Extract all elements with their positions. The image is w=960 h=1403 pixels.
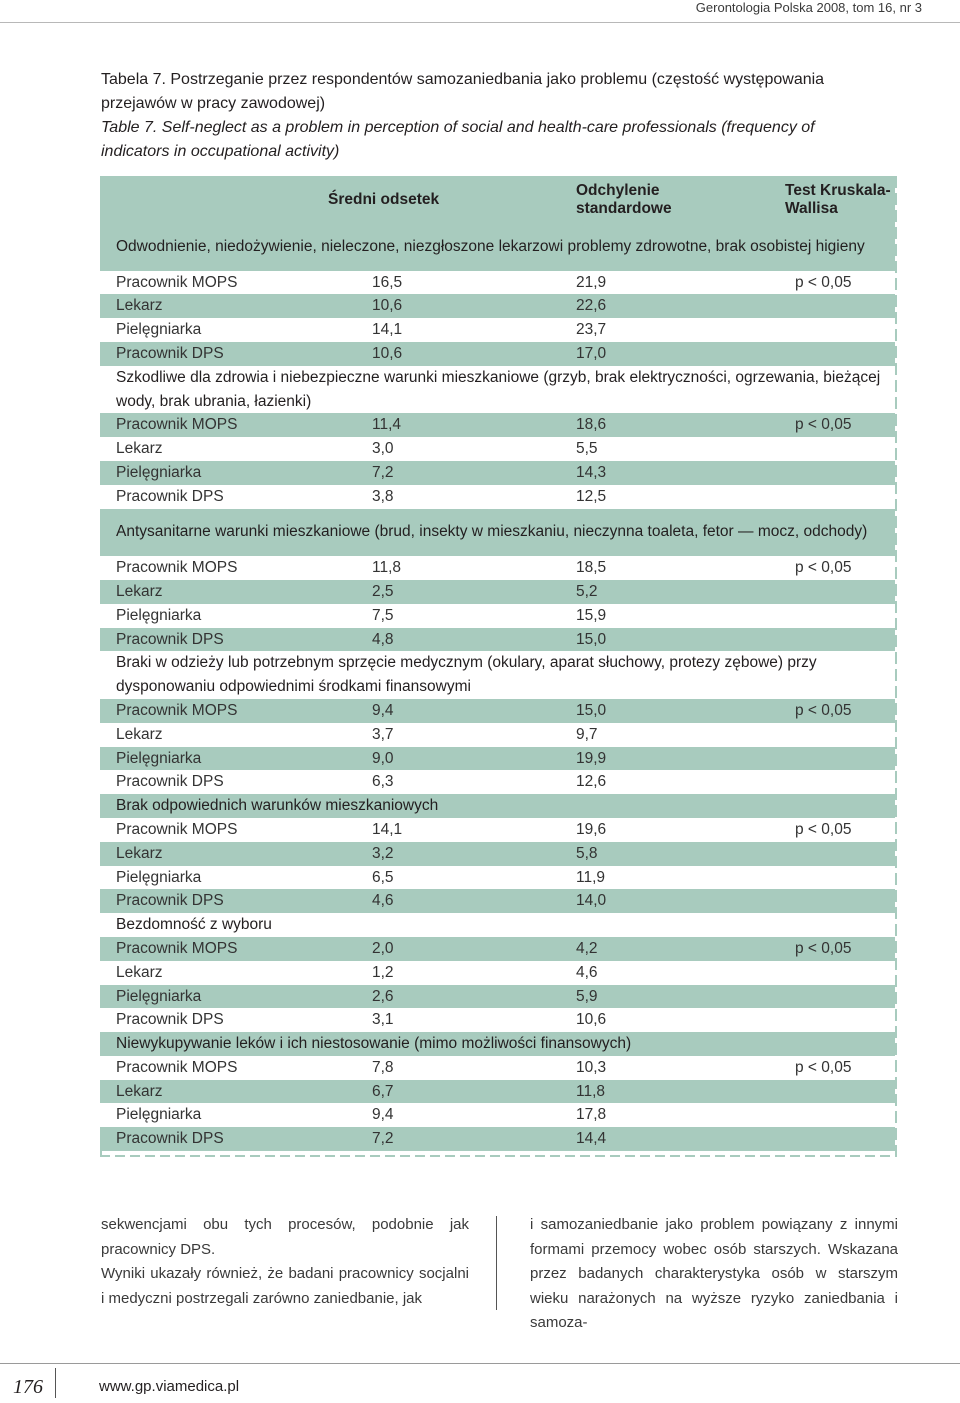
mean-value: 10,6 [360, 294, 538, 318]
category-row [100, 1032, 897, 1056]
mean-value: 2,0 [360, 937, 538, 961]
sd-value: 11,8 [538, 1080, 720, 1104]
sd-value: 12,5 [538, 485, 720, 509]
row-label: Lekarz [100, 580, 360, 604]
test-value [720, 1080, 897, 1104]
table-row [100, 628, 897, 652]
category-label: Odwodnienie, niedożywienie, nieleczone, niezgłoszone lekarzowi problemy zdrowotne, brak osobistej higieny [100, 223, 897, 271]
row-label: Pielęgniarka [100, 461, 360, 485]
header-kruskal-wallis: Test Kruskala-Wallisa [720, 176, 897, 223]
mean-value: 7,2 [360, 1127, 538, 1151]
body-column-left [101, 1213, 469, 1311]
header-sd: Odchylenie standardowe [538, 176, 720, 223]
test-value [720, 294, 897, 318]
row-label: Lekarz [100, 294, 360, 318]
row-label: Lekarz [100, 842, 360, 866]
table-row [100, 485, 897, 509]
mean-value: 16,5 [360, 271, 538, 295]
row-label: Pracownik MOPS [100, 1056, 360, 1080]
table-row [100, 985, 897, 1009]
table-row [100, 889, 897, 913]
mean-value: 10,6 [360, 342, 538, 366]
body-paragraph: Wyniki ukazały również, że badani pracownicy socjalni i medyczni postrzegali zarówno zaniedbanie, jak [101, 1265, 469, 1307]
sd-value: 9,7 [538, 723, 720, 747]
table-row [100, 937, 897, 961]
test-value: p < 0,05 [720, 413, 897, 437]
sd-value: 5,8 [538, 842, 720, 866]
sd-value: 17,0 [538, 342, 720, 366]
mean-value: 9,4 [360, 1103, 538, 1127]
table-row [100, 842, 897, 866]
table-row [100, 866, 897, 890]
row-label: Pracownik DPS [100, 342, 360, 366]
row-label: Pracownik MOPS [100, 937, 360, 961]
mean-value: 7,8 [360, 1056, 538, 1080]
sd-value: 11,9 [538, 866, 720, 890]
test-value [720, 461, 897, 485]
mean-value: 9,4 [360, 699, 538, 723]
mean-value: 3,2 [360, 842, 538, 866]
sd-value: 19,9 [538, 747, 720, 771]
mean-value: 3,1 [360, 1008, 538, 1032]
website-link[interactable]: www.gp.viamedica.pl [99, 1378, 240, 1395]
test-value [720, 318, 897, 342]
sd-value: 18,5 [538, 556, 720, 580]
sd-value: 5,5 [538, 437, 720, 461]
table-row [100, 1103, 897, 1127]
row-label: Pracownik MOPS [100, 413, 360, 437]
table-row [100, 699, 897, 723]
sd-value: 5,9 [538, 985, 720, 1009]
test-value: p < 0,05 [720, 699, 897, 723]
test-value [720, 747, 897, 771]
table-row [100, 556, 897, 580]
row-label: Pracownik DPS [100, 628, 360, 652]
footer-rule [0, 1363, 960, 1364]
category-row [100, 509, 897, 557]
row-label: Lekarz [100, 723, 360, 747]
header-mean: Średni odsetek [360, 176, 538, 223]
test-value: p < 0,05 [720, 556, 897, 580]
mean-value: 7,2 [360, 461, 538, 485]
test-value: p < 0,05 [720, 937, 897, 961]
category-label: Antysanitarne warunki mieszkaniowe (brud, insekty w mieszkaniu, nieczynna toaleta, fetor — mocz, odchody) [100, 509, 897, 557]
table-row [100, 604, 897, 628]
category-label: Bezdomność z wyboru [100, 913, 897, 937]
test-value [720, 1008, 897, 1032]
category-row [100, 366, 897, 414]
test-value [720, 628, 897, 652]
row-label: Pielęgniarka [100, 747, 360, 771]
row-label: Pielęgniarka [100, 866, 360, 890]
table-row [100, 818, 897, 842]
sd-value: 21,9 [538, 271, 720, 295]
mean-value: 11,4 [360, 413, 538, 437]
category-row [100, 794, 897, 818]
body-paragraph: i samozaniedbanie jako problem powiązany z innymi formami przemocy wobec osób starszych. Wskazana przez badanych charakterystyka osób w starszym wieku narażonych na wyższe ryzyko zaniedbania i samoza- [530, 1216, 898, 1331]
row-label: Pielęgniarka [100, 318, 360, 342]
table-row [100, 747, 897, 771]
mean-value: 6,3 [360, 770, 538, 794]
category-label: Niewykupywanie leków i ich niestosowanie (mimo możliwości finansowych) [100, 1032, 897, 1056]
table-body [100, 223, 897, 1151]
body-paragraph: sekwencjami obu tych procesów, podobnie jak pracownicy DPS. [101, 1216, 469, 1258]
mean-value: 9,0 [360, 747, 538, 771]
sd-value: 5,2 [538, 580, 720, 604]
test-value [720, 485, 897, 509]
table-row [100, 723, 897, 747]
table-row [100, 580, 897, 604]
sd-value: 4,6 [538, 961, 720, 985]
table-row [100, 770, 897, 794]
category-label: Brak odpowiednich warunków mieszkaniowych [100, 794, 897, 818]
running-header: Gerontologia Polska 2008, tom 16, nr 3 [695, 0, 922, 15]
row-label: Lekarz [100, 437, 360, 461]
category-label: Braki w odzieży lub potrzebnym sprzęcie medycznym (okulary, aparat słuchowy, protezy zębowe) przy dysponowaniu odpowiednimi środkami finansowymi [100, 651, 897, 699]
mean-value: 2,6 [360, 985, 538, 1009]
sd-value: 4,2 [538, 937, 720, 961]
sd-value: 10,6 [538, 1008, 720, 1032]
test-value [720, 604, 897, 628]
test-value [720, 889, 897, 913]
sd-value: 22,6 [538, 294, 720, 318]
header-empty [100, 176, 360, 223]
column-divider [496, 1216, 497, 1310]
category-row [100, 223, 897, 271]
sd-value: 14,4 [538, 1127, 720, 1151]
category-label: Szkodliwe dla zdrowia i niebezpieczne warunki mieszkaniowe (grzyb, brak elektryczności, ogrzewania, bieżącej wody, brak ubrania, łazienki) [100, 366, 897, 414]
test-value: p < 0,05 [720, 1056, 897, 1080]
test-value: p < 0,05 [720, 818, 897, 842]
table-row [100, 271, 897, 295]
test-value [720, 770, 897, 794]
mean-value: 11,8 [360, 556, 538, 580]
category-row [100, 651, 897, 699]
test-value [720, 842, 897, 866]
row-label: Pracownik DPS [100, 1127, 360, 1151]
sd-value: 15,0 [538, 628, 720, 652]
test-value [720, 342, 897, 366]
sd-value: 15,0 [538, 699, 720, 723]
page-number: 176 [13, 1376, 43, 1398]
row-label: Pracownik MOPS [100, 699, 360, 723]
mean-value: 1,2 [360, 961, 538, 985]
sd-value: 18,6 [538, 413, 720, 437]
row-label: Pielęgniarka [100, 604, 360, 628]
sd-value: 14,0 [538, 889, 720, 913]
table-row [100, 961, 897, 985]
test-value [720, 580, 897, 604]
row-label: Pielęgniarka [100, 985, 360, 1009]
row-label: Pracownik MOPS [100, 818, 360, 842]
sd-value: 23,7 [538, 318, 720, 342]
mean-value: 3,8 [360, 485, 538, 509]
header-rule [0, 22, 960, 23]
page-number-divider [55, 1368, 56, 1398]
table-container [100, 176, 897, 1157]
mean-value: 3,0 [360, 437, 538, 461]
table-row [100, 1127, 897, 1151]
test-value [720, 437, 897, 461]
table-row [100, 413, 897, 437]
results-table [100, 176, 897, 1151]
sd-value: 17,8 [538, 1103, 720, 1127]
caption-english: Table 7. Self-neglect as a problem in perception of social and health-care professionals (frequency of indicators in occupational activity) [101, 119, 815, 160]
mean-value: 6,5 [360, 866, 538, 890]
mean-value: 3,7 [360, 723, 538, 747]
mean-value: 6,7 [360, 1080, 538, 1104]
table-row [100, 461, 897, 485]
mean-value: 14,1 [360, 818, 538, 842]
table-header-row [100, 176, 897, 223]
test-value [720, 866, 897, 890]
row-label: Pracownik DPS [100, 1008, 360, 1032]
row-label: Pracownik DPS [100, 770, 360, 794]
sd-value: 10,3 [538, 1056, 720, 1080]
mean-value: 4,6 [360, 889, 538, 913]
row-label: Lekarz [100, 961, 360, 985]
test-value [720, 1127, 897, 1151]
body-column-right [530, 1213, 898, 1336]
test-value [720, 723, 897, 747]
test-value [720, 985, 897, 1009]
table-row [100, 1056, 897, 1080]
row-label: Pracownik DPS [100, 485, 360, 509]
row-label: Pracownik MOPS [100, 556, 360, 580]
test-value: p < 0,05 [720, 271, 897, 295]
mean-value: 14,1 [360, 318, 538, 342]
table-row [100, 437, 897, 461]
table-row [100, 294, 897, 318]
table-row [100, 1008, 897, 1032]
category-row [100, 913, 897, 937]
sd-value: 14,3 [538, 461, 720, 485]
row-label: Pracownik DPS [100, 889, 360, 913]
sd-value: 19,6 [538, 818, 720, 842]
sd-value: 12,6 [538, 770, 720, 794]
mean-value: 2,5 [360, 580, 538, 604]
row-label: Lekarz [100, 1080, 360, 1104]
mean-value: 4,8 [360, 628, 538, 652]
caption-polish: Tabela 7. Postrzeganie przez respondentów samozaniedbania jako problemu (częstość występowania przejawów w pracy zawodowej) [101, 71, 825, 112]
table-row [100, 1080, 897, 1104]
row-label: Pracownik MOPS [100, 271, 360, 295]
row-label: Pielęgniarka [100, 1103, 360, 1127]
mean-value: 7,5 [360, 604, 538, 628]
sd-value: 15,9 [538, 604, 720, 628]
table-row [100, 318, 897, 342]
test-value [720, 961, 897, 985]
test-value [720, 1103, 897, 1127]
table-caption [101, 68, 861, 164]
table-row [100, 342, 897, 366]
